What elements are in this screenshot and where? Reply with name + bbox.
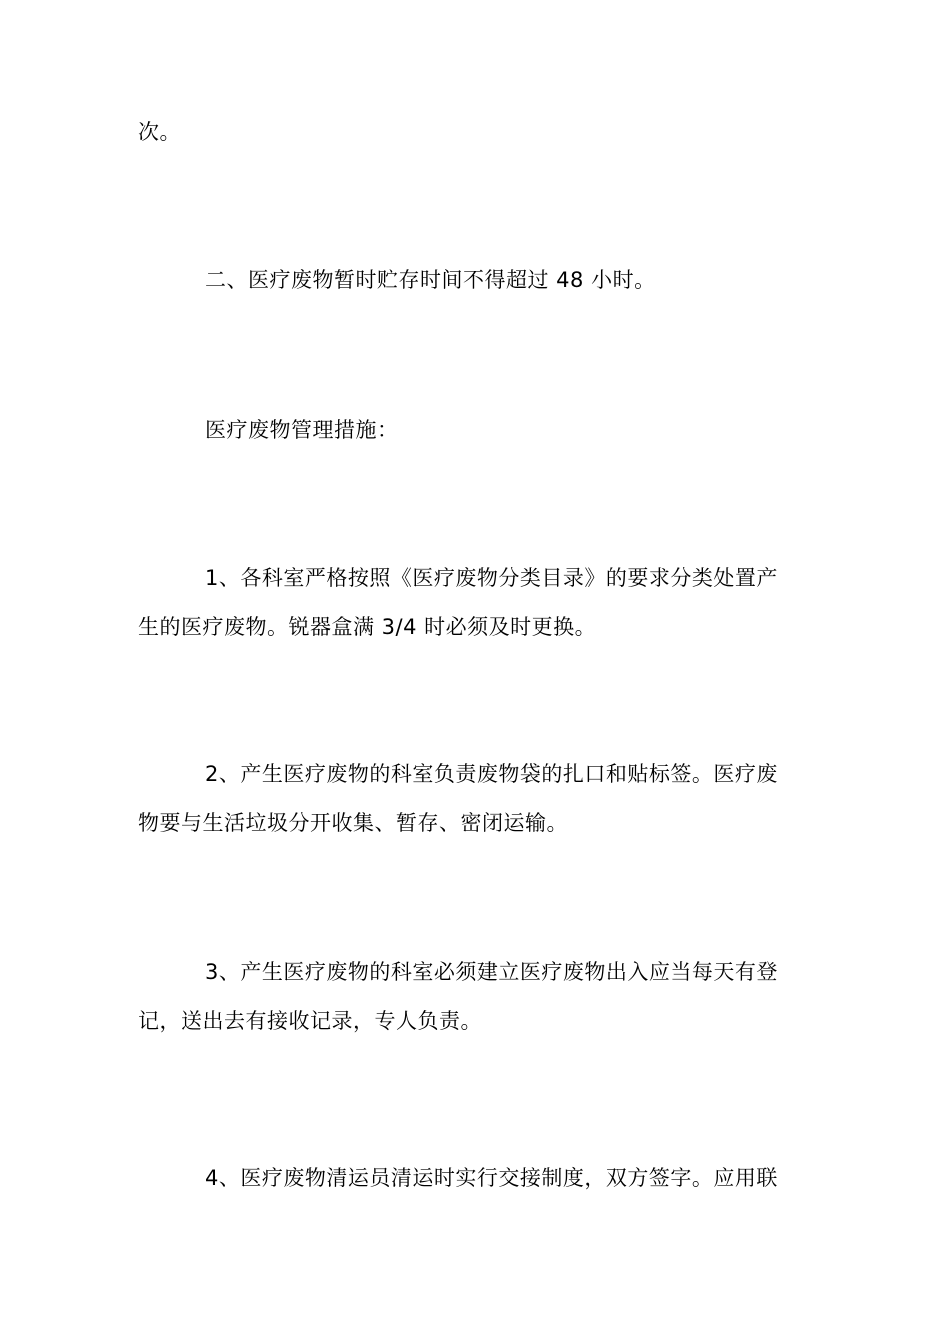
text-line: 物要与生活垃圾分开收集、暂存、密闭运输。	[138, 811, 568, 835]
text-line: 2、产生医疗废物的科室负责废物袋的扎口和贴标签。医疗废	[205, 762, 778, 786]
text-line: 次。	[138, 120, 181, 144]
text-line: 记，送出去有接收记录，专人负责。	[138, 1009, 482, 1033]
section-heading: 医疗废物管理措施：	[205, 418, 399, 442]
text-line: 3、产生医疗废物的科室必须建立医疗废物出入应当每天有登	[205, 960, 778, 984]
text-line: 1、各科室严格按照《医疗废物分类目录》的要求分类处置产	[205, 566, 778, 590]
text-line: 生的医疗废物。锐器盒满 3/4 时必须及时更换。	[138, 615, 597, 639]
text-line: 二、医疗废物暂时贮存时间不得超过 48 小时。	[205, 268, 656, 292]
text-line: 4、医疗废物清运员清运时实行交接制度，双方签字。应用联	[205, 1166, 778, 1190]
